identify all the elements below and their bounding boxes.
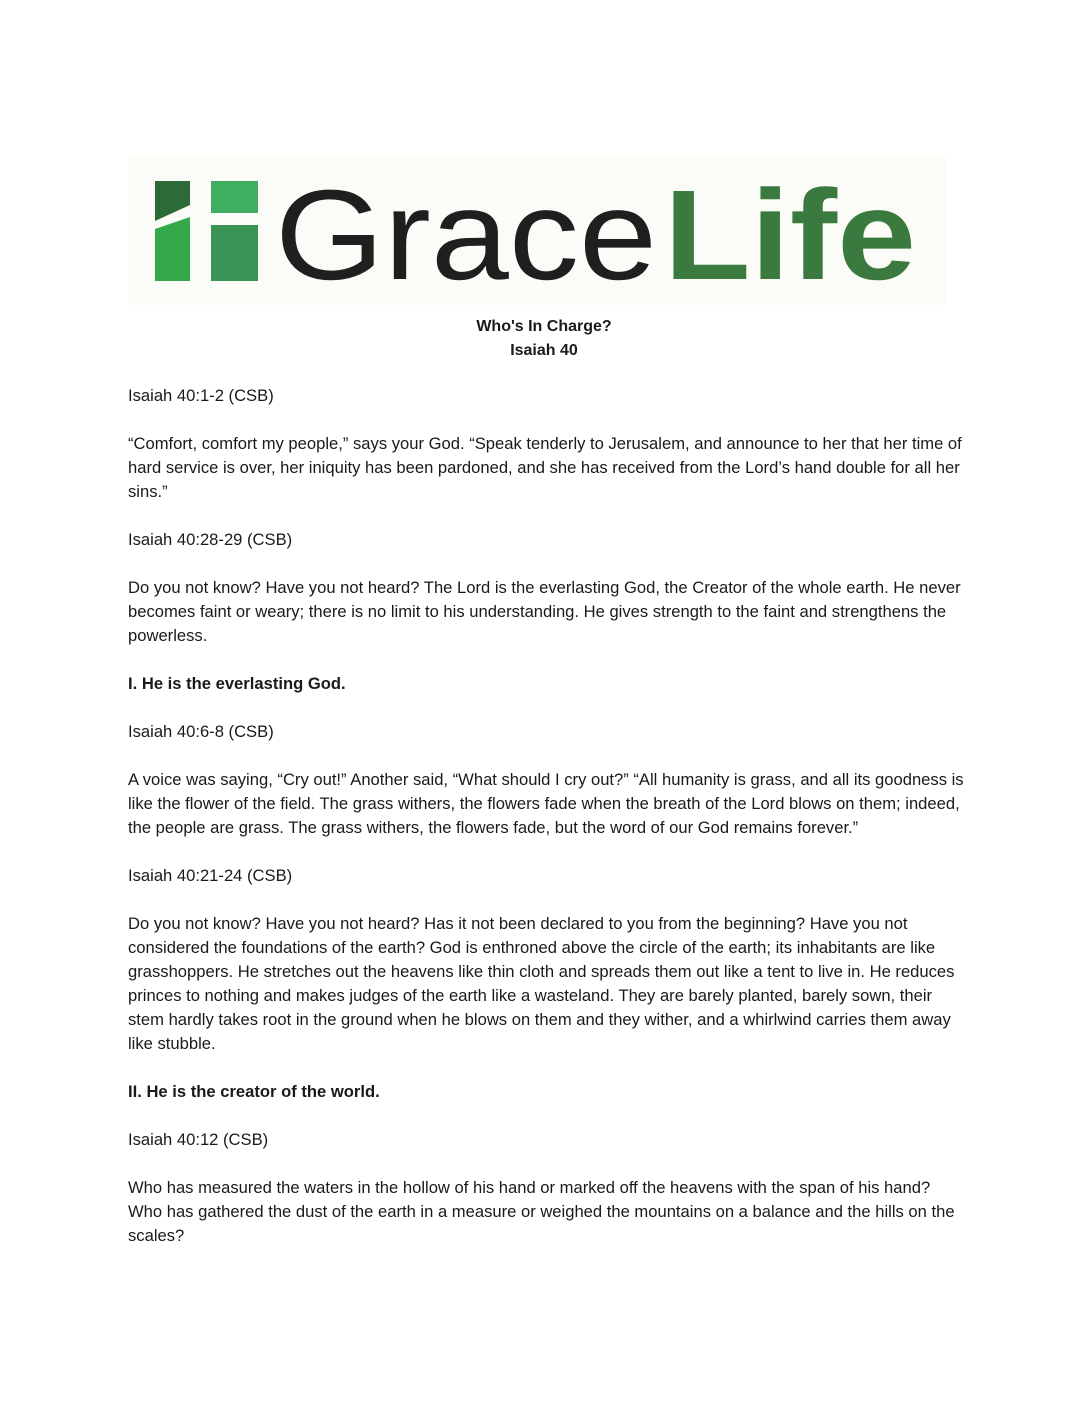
sermon-title: Who's In Charge?	[476, 318, 612, 335]
logo-text-grace: Grace	[275, 164, 657, 305]
section-heading: II. He is the creator of the world.	[128, 1082, 380, 1101]
scripture-reference: Isaiah 40:21-24 (CSB)	[128, 866, 293, 885]
logo-square-bottom-left	[155, 217, 190, 281]
gracelife-logo-graphic	[128, 155, 946, 305]
scripture-text: Do you not know? Have you not heard? Has it not been declared to you from the beginning? Have you not considered the foundations of the earth? God is enthroned above the circle of the earth; its inhabitants are like grasshoppers. He stretches out the heavens like thin cloth and spreads them out like a tent to live in. He reduces princes to nothing and makes judges of the earth like a wasteland. They are barely planted, barely sown, their stem hardly takes root in the ground when he blows on them and they wither, and a whirlwind carries them away like stubble.	[128, 914, 955, 1053]
scripture-reference: Isaiah 40:12 (CSB)	[128, 1130, 269, 1149]
scripture-reference: Isaiah 40:6-8 (CSB)	[128, 722, 274, 741]
logo-square-top-right	[211, 181, 258, 213]
scripture-text: A voice was saying, “Cry out!” Another said, “What should I cry out?” “All humanity is grass, and all its goodness is like the flower of the field. The grass withers, the flowers fade when the breath of the Lord blows on them; indeed, the people are grass. The grass withers, the flowers fade, but the word of our God remains forever.”	[128, 770, 964, 837]
scripture-reference: Isaiah 40:1-2 (CSB)	[128, 386, 274, 405]
sermon-title-block	[128, 315, 960, 363]
gracelife-logo	[128, 155, 946, 305]
logo-square-top-left	[155, 181, 190, 221]
scripture-text: Who has measured the waters in the hollow of his hand or marked off the heavens with the span of his hand? Who has gathered the dust of the earth in a measure or weighed the mountains on a balance and the hills on the scales?	[128, 1178, 955, 1245]
sermon-passage: Isaiah 40	[510, 342, 578, 359]
sermon-notes	[128, 384, 964, 1272]
scripture-text: “Comfort, comfort my people,” says your God. “Speak tenderly to Jerusalem, and announce to her that her time of hard service is over, her iniquity has been pardoned, and she has received from the Lord’s hand double for all her sins.”	[128, 434, 962, 501]
scripture-reference: Isaiah 40:28-29 (CSB)	[128, 530, 293, 549]
logo-square-bottom-right	[211, 225, 258, 281]
logo-text-life: Life	[664, 164, 916, 305]
section-heading: I. He is the everlasting God.	[128, 674, 346, 693]
scripture-text: Do you not know? Have you not heard? The Lord is the everlasting God, the Creator of the whole earth. He never becomes faint or weary; there is no limit to his understanding. He gives strength to the faint and strengthens the powerless.	[128, 578, 961, 645]
